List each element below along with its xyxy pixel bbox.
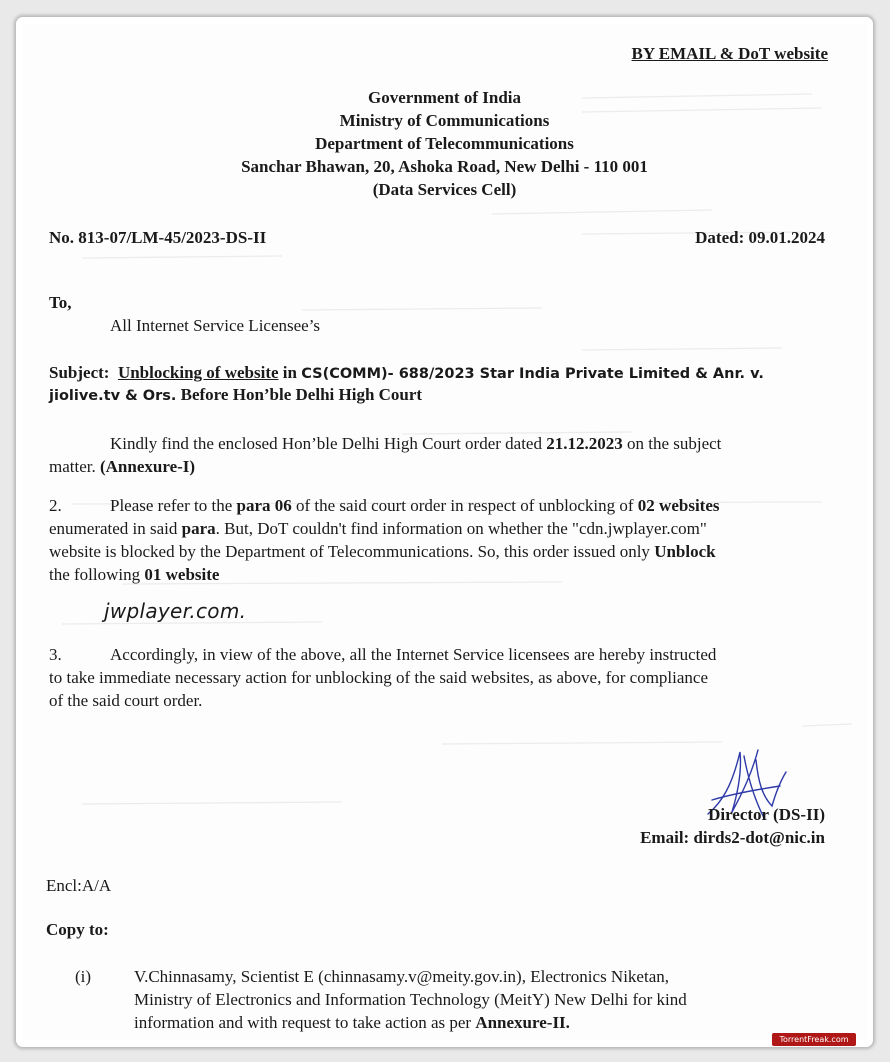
subject-in: in [282, 363, 297, 382]
para2-text-a: Please refer to the [110, 496, 233, 515]
copy-item-line-1: V.Chinnasamy, Scientist E (chinnasamy.v@meity.gov.in), Electronics Niketan, [134, 967, 669, 986]
subject-line-2 [49, 384, 422, 407]
to-label: To, [49, 293, 72, 312]
para2-text-d: . But, DoT couldn't find information on whether the "cdn.jwplayer.com" [215, 519, 707, 538]
copy-to-label: Copy to: [46, 920, 109, 939]
para2-text-f: the following [49, 565, 141, 584]
subject-case: CS(COMM)- 688/2023 Star India Private Limited & Anr. v. [301, 366, 764, 382]
ministry-line: Ministry of Communications [339, 111, 550, 130]
subject-label: Subject: [49, 363, 110, 382]
para06-ref: para 06 [236, 496, 292, 515]
unblock-word: Unblock [654, 542, 716, 561]
annexure-2-ref: Annexure-II. [475, 1013, 570, 1032]
para-ref: para [181, 519, 216, 538]
department-line: Department of Telecommunications [315, 134, 574, 153]
gov-line: Government of India [368, 88, 521, 107]
para1-text-a: Kindly find the enclosed Hon’ble Delhi High Court order dated [110, 434, 542, 453]
reference-number: No. 813-07/LM-45/2023-DS-II [49, 228, 267, 247]
copy-item-line-3 [134, 1011, 570, 1034]
addressee-name: All Internet Service Licensee’s [110, 316, 321, 335]
order-date: 21.12.2023 [546, 434, 623, 453]
para2-line-4 [49, 563, 219, 586]
para2-line-3 [49, 540, 716, 563]
para1-text-c: matter. [49, 457, 96, 476]
para3-line-2: to take immediate necessary action for unblocking of the said websites, as above, for compliance [49, 668, 708, 687]
signatory-email: Email: dirds2-dot@nic.in [640, 828, 825, 847]
subject-parties: jiolive.tv & Ors. [49, 388, 177, 404]
para1-line-2 [49, 455, 195, 478]
enclosure-note: Encl:A/A [46, 876, 112, 895]
address-line: Sanchar Bhawan, 20, Ashoka Road, New Delhi - 110 001 [241, 157, 648, 176]
para2-text-c: enumerated in said [49, 519, 178, 538]
subject-underlined: Unblocking of website [117, 363, 279, 382]
copy-item-text: information and with request to take action as per [134, 1013, 472, 1032]
websites-count: 02 websites [637, 496, 720, 515]
signatory-title: Director (DS-II) [708, 805, 825, 824]
copy-item-line-2: Ministry of Electronics and Information Technology (MeitY) New Delhi for kind [134, 990, 687, 1009]
subject-court: Before Hon’ble Delhi High Court [180, 385, 423, 404]
para1-text-b: on the subject [626, 434, 722, 453]
one-website: 01 website [144, 565, 220, 584]
delivery-mode: BY EMAIL & DoT website [631, 44, 828, 63]
para3-number: 3. [49, 645, 62, 664]
document-page [22, 24, 867, 1040]
cell-line: (Data Services Cell) [372, 180, 517, 199]
para3-line-1: Accordingly, in view of the above, all the Internet Service licensees are hereby instructed [110, 645, 717, 664]
para2-number: 2. [49, 496, 62, 515]
letter-date: Dated: 09.01.2024 [695, 228, 825, 247]
copy-item-number: (i) [75, 967, 92, 986]
para2-line-2 [49, 517, 707, 540]
unblocked-website: jwplayer.com. [104, 599, 247, 623]
para3-line-3: of the said court order. [49, 691, 203, 710]
para2-text-b: of the said court order in respect of unblocking of [296, 496, 634, 515]
para2-line-1 [110, 494, 720, 517]
annexure-1-ref: (Annexure-I) [99, 457, 196, 476]
para2-text-e: website is blocked by the Department of Telecommunications. So, this order issued only [49, 542, 650, 561]
para1-line-1 [110, 432, 721, 455]
subject-line-1 [49, 362, 764, 385]
watermark-badge: TorrentFreak.com [772, 1033, 856, 1046]
